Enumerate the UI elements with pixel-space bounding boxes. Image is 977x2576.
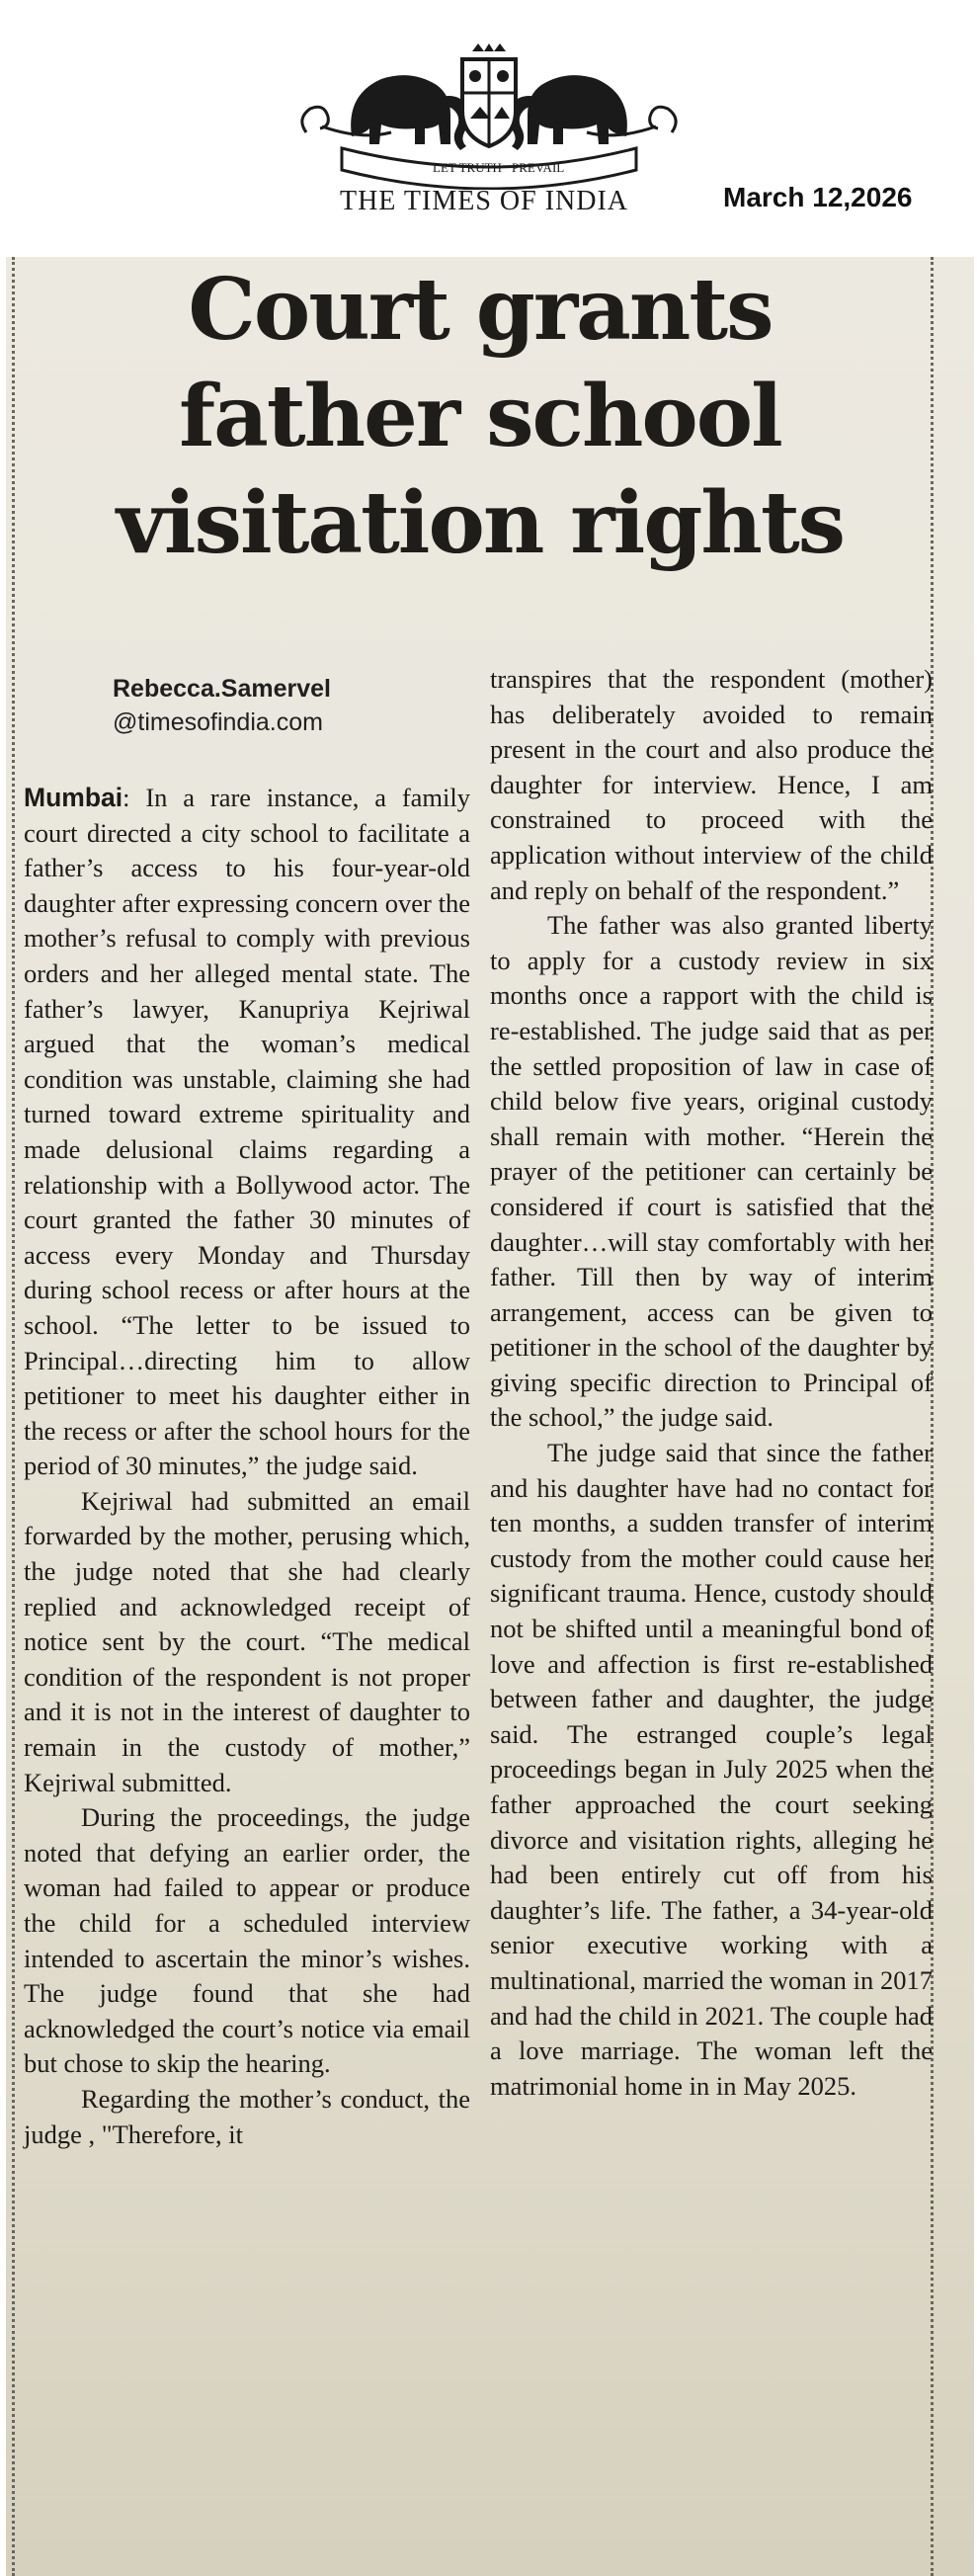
- newspaper-header: [0, 0, 977, 252]
- masthead-title: THE TIMES OF INDIA: [339, 186, 629, 216]
- byline-handle: @timesofindia.com: [113, 708, 323, 736]
- article-paragraph: transpires that the respondent (mother) has deliberately avoided to remain present in the court and also produce the daughter for interview. Hence, I am constrained to proceed with the application without interview of the child and reply on behalf of the respondent.”: [490, 664, 933, 905]
- headline-line: Court grants: [188, 260, 773, 360]
- article-column-1: [24, 781, 470, 2152]
- article-paragraph: During the proceedings, the judge noted that defying an earlier order, the woman had failed to appear or produce the child for a scheduled interview intended to ascertain the minor’s wishes. The judge found that she had acknowledged the court’s notice via email but chose to skip the hearing.: [24, 1802, 470, 2079]
- publication-date: March 12,2026: [723, 182, 913, 212]
- dateline: Mumbai: [24, 783, 123, 812]
- article-column-2: [490, 662, 933, 2104]
- headline-line: visitation rights: [116, 473, 845, 573]
- article-paragraph: The father was also granted liberty to apply for a custody review in six months once a rapport with the child is re-established. The judge said that as per the settled proposition of law in case of child below five years, original custody shall remain with mother. “Herein the prayer of the petitioner can certainly be considered if court is satisfied that the daughter…will stay comfortably with her father. Till then by way of interim arrangement, access can be given to petitioner in the school of the daughter by giving specific direction to Principal of the school,” the judge said.: [490, 910, 933, 1433]
- newspaper-clipping: [6, 257, 974, 2576]
- clipping-cut-edge-left: [12, 257, 15, 2576]
- paragraph-text: : In a rare instance, a family court directed a city school to facilitate a father’s access to his four-year-old daughter after expressing concern over the mother’s refusal to comply with previous orders and her alleged mental state. The father’s lawyer, Kanupriya Kejriwal argued that the woman’s medical condition was unstable, claiming she had turned toward extreme spirituality and made delusional claims regarding a relationship with a Bollywood actor. The court granted the father 30 minutes of access every Monday and Thursday during school recess or after hours at the school. “The letter to be issued to Principal…directing him to allow petitioner to meet his daughter either in the recess or after the school hours for the period of 30 minutes,” the judge said.: [24, 783, 470, 1481]
- byline-author: Rebecca.Samervel: [113, 675, 331, 703]
- motto-left: LET TRUTH: [433, 160, 502, 175]
- article-paragraph: Regarding the mother’s conduct, the judge , "Therefore, it: [24, 2083, 470, 2149]
- article-paragraph: [24, 781, 470, 1484]
- article-paragraph: Kejriwal had submitted an email forwarded by the mother, perusing which, the judge noted that she had clearly replied and acknowledged receipt of notice sent by the court. “The medical condition of the respondent is not proper and it is not in the interest of daughter to remain in the custody of mother,” Kejriwal submitted.: [24, 1485, 470, 1797]
- article-paragraph: The judge said that since the father and his daughter have had no contact for ten months, a sudden transfer of interim custody from the mother could cause her significant trauma. Hence, custody should not be shifted until a meaningful bond of love and affection is first re-established between father and daughter, the judge said. The estranged couple’s legal proceedings began in July 2025 when the father approached the court seeking divorce and visitation rights, alleging he had been entirely cut off from his daughter’s life. The father, a 34-year-old senior executive working with a multinational, married the woman in 2017 and had the child in 2021. The couple had a love marriage. The woman left the matrimonial home in in May 2025.: [490, 1438, 933, 2101]
- headline-line: father school: [179, 367, 781, 466]
- byline: [113, 672, 409, 739]
- times-of-india-emblem-icon: [292, 42, 686, 190]
- article-headline: [26, 257, 935, 577]
- motto-right: PREVAIL: [512, 160, 565, 175]
